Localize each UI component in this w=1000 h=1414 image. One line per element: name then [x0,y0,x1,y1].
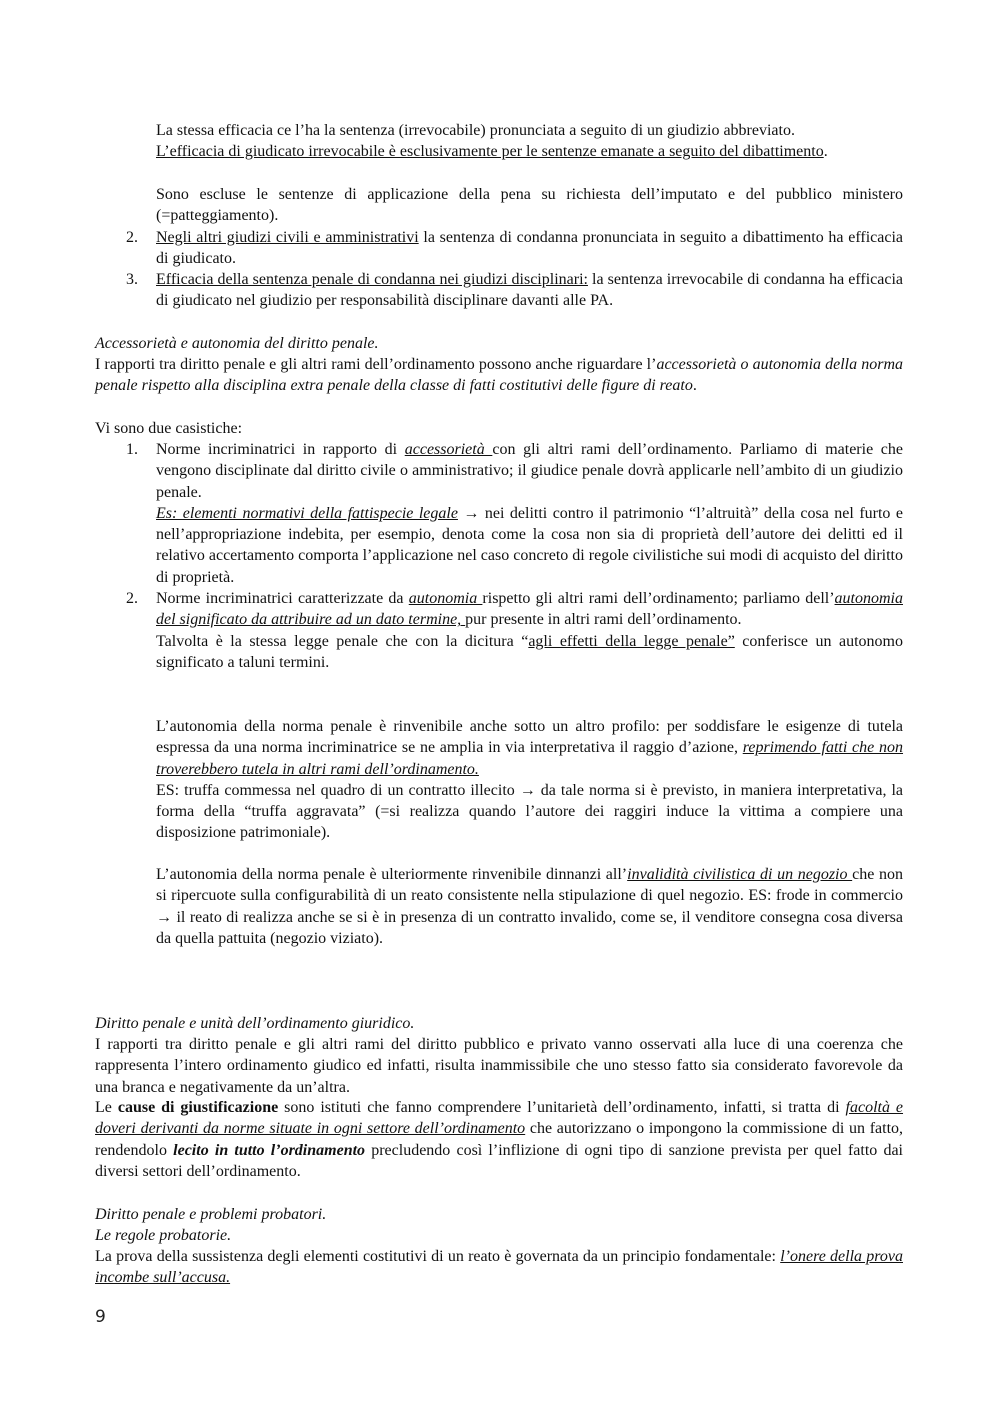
text-run: la sentenza irrevocabile di condanna ha efficacia di giudicato nel giudizio per responsabilità disciplinare davanti alle PA. [156,271,903,310]
text-run: L’autonomia della norma penale è rinvenibile anche sotto un altro profilo: per soddisfare le esigenze di tutela espressa da una norma incriminatrice se ne amplia in via interpretativa il raggio d’azione, [156,718,903,757]
list-item-accessorieta [156,439,903,588]
text-run: I rapporti tra diritto penale e gli altri rami dell’ordinamento possono anche riguardare l’ [95,356,657,373]
truffa-example-paragraph: ES: truffa commessa nel quadro di un contratto illecito → da tale norma si è previsto, in maniera interpretativa, la forma della “truffa aggravata” (=si realizza quando l’autore dei raggiri induce la vittima a compiere una disposizione patrimoniale). [156,781,903,842]
page-number: 9 [95,1307,106,1327]
autonomia-profilo-paragraph [156,716,903,780]
unita-paragraph-1: I rapporti tra diritto penale e gli altri rami del diritto pubblico e privato vanno osservati alla luce di una coerenza che rappresenta l’intero ordinamento giudico ed infatti, risulta inammissibile che uno stesso fatto sia considerato favorevole da una branca e negativamente da un’altra. [95,1036,903,1096]
example-paragraph [156,503,903,588]
text-run: che autorizzano o impongono la commissione di un fatto, rendendolo [95,1120,904,1159]
list-number-2: 2. [126,229,138,246]
text-run: . [823,143,828,160]
subsection-title-regole: Le regole probatorie. [95,1227,232,1244]
italic-underlined-text: invalidità civilistica di un negozio [627,866,853,883]
list-item-3 [156,269,903,312]
text-run: la sentenza di condanna pronunciata in seguito a dibattimento ha efficacia di giudicato. [156,229,904,268]
list-number-1: 1. [126,441,138,458]
list-number-2b: 2. [126,590,138,607]
text-run: . [692,377,697,395]
italic-text: accessorietà o autonomia della norma penale rispetto alla disciplina extra penale della classe di fatti costitutivi delle figure di reato [95,356,903,395]
casistiche-line: Vi sono due casistiche: [95,420,243,437]
italic-underlined-text: facoltà e doveri derivanti da norme situate in ogni settore dell’ordinamento [95,1099,904,1138]
autonomia-paragraph [156,588,903,631]
dicitura-paragraph [156,631,903,674]
text-run: sono istituti che fanno comprendere l’unitarietà dell’ordinamento, infatti, si tratta di [278,1099,846,1116]
accessorieta-intro-paragraph [95,354,903,397]
underlined-text: Efficacia della sentenza penale di condanna nei giudizi disciplinari: [156,271,588,288]
italic-underlined-text: reprimendo fatti che non troverebbero tutela in altri rami dell’ordinamento. [156,739,904,778]
bold-text: cause di giustificazione [117,1099,279,1116]
text-run: Norme incriminatrici caratterizzate da [156,590,409,607]
text-run: L’autonomia della norma penale è ulteriormente rinvenibile dinnanzi all’ [156,866,628,883]
list1-cont-paragraph-3: Sono escluse le sentenze di applicazione della pena su richiesta dell’imputato e del pubblico ministero (=patteggiamento). [156,186,903,225]
italic-underlined-text: Es: elementi normativi della fattispecie legale [156,504,458,522]
text-run: precludendo così l’inflizione di ogni tipo di sanzione prevista per quel fatto dai diversi settori dell’ordinamento. [95,1141,903,1180]
italic-underlined-text: autonomia del significato da attribuire ad un dato termine, [156,590,903,629]
list-item-autonomia [156,588,903,673]
underlined-text: agli effetti della legge penale” [528,632,735,650]
text-run: con gli altri rami dell’ordinamento. Parliamo di materie che vengono disciplinate dal diritto civile o amministrativo; il giudice penale dovrà applicarle nell’ambito di un giudizio penale. [156,441,903,501]
invalidita-paragraph [156,864,903,949]
underlined-text: L’efficacia di giudicato irrevocabile è esclusivamente per le sentenze emanate a seguito del dibattimento [156,143,824,160]
text-run: che non si ripercuote sulla configurabilità di un reato consistente nella stipulazione di quel negozio. ES: frode in commercio → il reato di realizza anche se si è in presenza di un contratto invalido, come se, il venditore consegna cosa diversa da quella pattuita (negozio viziato). [156,866,904,947]
prove-paragraph [95,1246,903,1289]
text-run: La prova della sussistenza degli elementi costitutivi di un reato è governata da un principio fondamentale: [95,1248,781,1265]
italic-underlined-text: l’onere della prova incombe sull’accusa. [95,1248,903,1287]
text-run: Talvolta è la stessa legge penale che con la dicitura “ [156,632,529,650]
list1-cont-paragraph-1: La stessa efficacia ce l’ha la sentenza (irrevocabile) pronunciata a seguito di un giudizio abbreviato. [156,122,795,139]
italic-underlined-text: autonomia [408,590,483,607]
autonomia-profilo-block [156,716,903,844]
text-run: pur presente in altri rami dell’ordinamento. [465,611,742,629]
text-run: conferisce un autonomo significato a taluni termini. [156,632,904,671]
bold-italic-text: lecito in tutto l’ordinamento [173,1141,366,1159]
section-title-accessorieta: Accessorietà e autonomia del diritto penale. [95,335,379,352]
list1-cont-paragraph-2 [156,141,903,162]
unita-paragraph-2 [95,1097,903,1182]
section-title-probatori: Diritto penale e problemi probatori. [95,1206,327,1223]
text-run: Norme incriminatrici in rapporto di [156,441,405,458]
italic-underlined-text: accessorietà [404,441,493,458]
text-run: Le [95,1099,118,1116]
text-run: nei delitti contro il patrimonio “l’altruità” della cosa nel furto e nell’appropriazione indebita, per esempio, denota come la cosa non sia di proprietà dell’autore dei delitti ed il relativo accertamento comporta l’applicazione nel caso concreto di regole civilistiche sui modi di acquisto del diritto di proprietà. [156,504,904,586]
list-item-2 [156,227,903,270]
list-number-3: 3. [126,271,138,288]
underlined-text: Negli altri giudizi civili e amministrativi [156,229,419,246]
accessorieta-paragraph [156,439,903,503]
arrow-icon: → [457,504,485,522]
text-run: rispetto gli altri rami dell’ordinamento; parliamo dell’ [482,590,835,607]
section-title-unita: Diritto penale e unità dell’ordinamento giuridico. [95,1015,415,1032]
